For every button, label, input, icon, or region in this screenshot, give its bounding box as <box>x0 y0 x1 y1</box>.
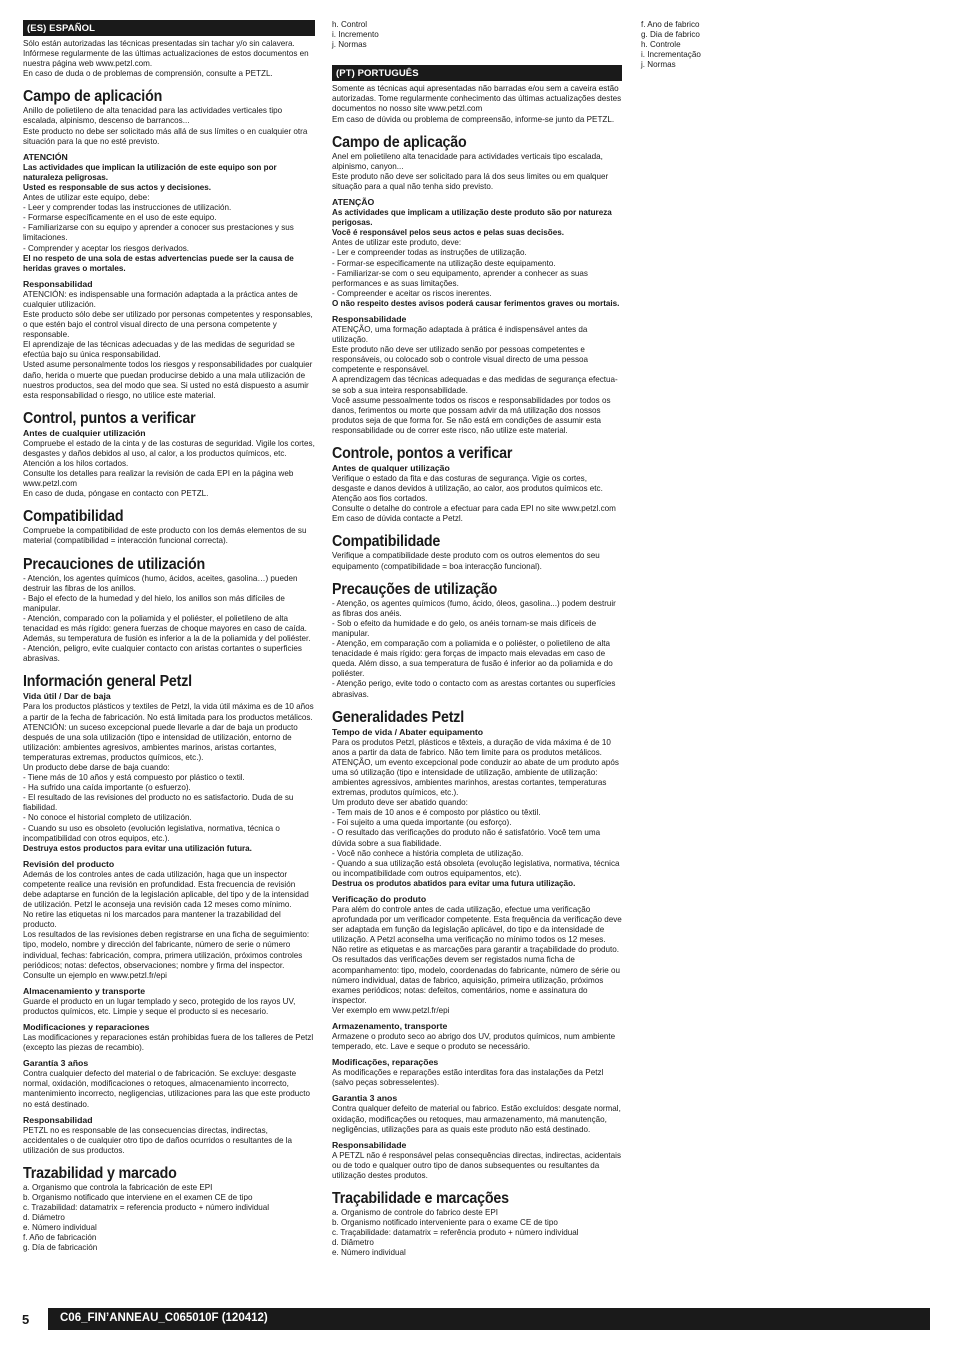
paragraph: ATENCIÓN: es indispensable una formación adaptada a la práctica antes de cualquier utilización. <box>23 289 298 309</box>
list-item: c. Trazabilidad: datamatrix = referencia producto + número individual <box>23 1203 270 1213</box>
paragraph: Un producto debe darse de baja cuando: <box>23 762 170 772</box>
list-item: - El resultado de las revisiones del producto no es satisfactorio. Duda de su fiabilidad. <box>23 793 294 813</box>
section-title-general: Información general Petzl <box>23 673 192 691</box>
subsection-title-responsabilidad: Responsabilidad <box>23 278 93 289</box>
list-item: j. Normas <box>641 60 676 70</box>
list-item: d. Diámetro <box>23 1213 65 1223</box>
column-es <box>23 20 315 1254</box>
paragraph: A PETZL não é responsável pelas consequências directas, indirectas, acidentais ou de todo e qualquer outro tipo de danos subsequentes ou resultantes da utilização destes produtos. <box>332 1150 621 1180</box>
list-item: - Compreender e aceitar os riscos inerentes. <box>332 288 492 298</box>
list-item: h. Controle <box>641 40 681 50</box>
subsection-title-garantia: Garantía 3 años <box>23 1058 89 1069</box>
subsection-title-responsabilidade: Responsabilidade <box>332 313 407 324</box>
paragraph: Antes de utilizar este equipo, debe: <box>23 193 150 203</box>
language-header-pt: (PT) PORTUGUÊS <box>332 65 622 81</box>
list-item: - O resultado das verificações do produto não é satisfatório. Você tem uma dúvida sobre a sua fiabilidade. <box>332 828 601 848</box>
section-title-campo: Campo de aplicación <box>23 88 163 106</box>
list-item: h. Control <box>332 20 368 29</box>
paragraph: ATENÇÃO, um evento excepcional pode conduzir ao abate de um produto após uma só utilização (tipo e intensidade de utilização, ambiente de utilização: ambientes agressivos, ambientes marinhos, arestas cortantes, temperaturas extremas, produtos químicos, etc.). <box>332 757 619 798</box>
paragraph: Compruebe el estado de la cinta y de las costuras de seguridad. Vigile los cortes, desgastes y daños debidos al uso, al calor, a los productos químicos, etc. Atención a los hilos cortados. <box>23 438 315 468</box>
paragraph: Guarde el producto en un lugar templado y seco, protegido de los rayos UV, productos químicos, etc. Limpie y seque el producto si es necesario. <box>23 996 296 1016</box>
subsection-title-responsabilidad: Responsabilidad <box>23 1114 93 1125</box>
warning-text: As actividades que implicam a utilização deste produto são por natureza perigosas. <box>332 208 612 228</box>
paragraph: Você assume pessoalmente todos os riscos e responsabilidades por todos os danos, ferimentos ou morte que possam advir da má utilização dos nossos produtos seja de que forma for. Se não está em condições de assumir esta responsabilidade ou de correr este risco, não utilize este material. <box>332 395 611 435</box>
warning-text: Las actividades que implican la utilización de este equipo son por naturaleza peligrosas. <box>23 162 277 182</box>
list-item: e. Número individual <box>332 1248 406 1258</box>
section-title-generalidades: Generalidades Petzl <box>332 708 465 726</box>
list-item: - Ler e compreender todas as instruções de utilização. <box>332 248 527 258</box>
paragraph: Las modificaciones y reparaciones están prohibidas fuera de los talleres de Petzl (excepto las piezas de recambio). <box>23 1033 314 1053</box>
list-item: g. Dia de fabrico <box>641 30 700 40</box>
footer-bar <box>48 1308 930 1330</box>
list-item: g. Día de fabricación <box>23 1243 98 1253</box>
paragraph: Este produto não deve ser solicitado para lá dos seus limites ou em qualquer situação para a qual não tenha sido previsto. <box>332 171 609 191</box>
warning-text: Você é responsável pelos seus actos e pelas suas decisões. <box>332 228 564 238</box>
subsection-title-revision: Revisión del producto <box>23 858 115 869</box>
paragraph: Antes de utilizar este produto, deve: <box>332 238 462 248</box>
list-item: - Atenção, os agentes químicos (fumo, ácido, óleos, gasolina...) podem destruir as fibras dos anéis. <box>332 598 616 618</box>
paragraph: Ver exemplo em www.petzl.fr/epi <box>332 1005 450 1015</box>
section-title-controle: Controle, pontos a verificar <box>332 445 513 462</box>
paragraph: Contra cualquier defecto del material o de fabricación. Se excluye: desgaste normal, oxidación, modificaciones o retoques, almacenamiento incorrecto, mantenimiento incorrecto, negligencias, utilizaciones para las que este producto no está destinado. <box>23 1069 311 1109</box>
paragraph: Anel em polietileno alta tenacidade para actividades verticais tipo escalada, alpinismo, canyon... <box>332 151 603 171</box>
section-title-control: Control, puntos a verificar <box>23 409 196 427</box>
subsection-title: Antes de qualquer utilização <box>332 463 450 473</box>
subsection-title-atencao: ATENÇÃO <box>332 197 375 208</box>
paragraph: Consulte un ejemplo en www.petzl.fr/epi <box>23 970 167 980</box>
list-item: - Tiene más de 10 años y está compuesto por plástico o textil. <box>23 773 245 783</box>
list-item: - Formar-se especificamente na utilização deste equipamento. <box>332 258 556 268</box>
page-number: 5 <box>22 1312 30 1327</box>
subsection-title: Antes de cualquier utilización <box>23 427 146 438</box>
paragraph: Consulte o detalhe do controle a efectuar para cada EPI no site www.petzl.com <box>332 504 616 514</box>
paragraph: Para além do controle antes de cada utilização, efectue uma verificação aprofundada por um verificador competente. Esta frequência da verificação deve ser adaptada em função da legislação aplicável, do tipo e da intensidade de utilização. A Petzl aconselha uma verificação no mínimo todos os 12 meses. <box>332 905 622 945</box>
paragraph: ATENCIÓN: un suceso excepcional puede llevarle a dar de baja un producto después de una sola utilización (tipo e intensidad de utilización, entorno de utilización: ambientes agresivos, ambientes marinos, aristas cortantes, temperaturas extremas, productos químicos, etc.). <box>23 722 298 762</box>
list-item: - Quando a sua utilização está obsoleta (evolução legislativa, normativa, técnica ou incompatibilidade com outros equipamentos, etc). <box>332 858 620 878</box>
column-pt-continued <box>641 20 801 70</box>
list-item: - Sob o efeito da humidade e do gelo, os anéis tornam-se mais difíceis de manipular. <box>332 618 597 638</box>
section-title-precauciones: Precauciones de utilización <box>23 555 206 573</box>
subsection-title-armazenamento: Armazenamento, transporte <box>332 1021 448 1032</box>
paragraph: ATENÇÃO, uma formação adaptada à prática é indispensável antes da utilização. <box>332 324 588 345</box>
list-item: i. Incremento <box>332 30 379 40</box>
intro-line: Sólo están autorizadas las técnicas presentadas sin tachar y/o sin calavera. <box>23 39 295 48</box>
intro-line: En caso de duda o de problemas de comprensión, consulte a PETZL. <box>23 69 273 79</box>
paragraph: Verifique a compatibilidade deste produto com os outros elementos do seu equipamento (compatibilidade = boa interacção funcional). <box>332 551 600 571</box>
paragraph: Um produto deve ser abatido quando: <box>332 798 468 808</box>
list-item: c. Traçabilidade: datamatrix = referência produto + número individual <box>332 1228 579 1238</box>
paragraph: Verifique o estado da fita e das costuras de segurança. Vigie os cortes, desgaste e danos devidos à utilização, ao calor, aos produtos químicos etc. Atenção aos fios cortados. <box>332 474 603 504</box>
section-title-campo: Campo de aplicação <box>332 133 467 151</box>
subsection-title-garantia: Garantia 3 anos <box>332 1093 398 1104</box>
subsection-title-almacenamiento: Almacenamiento y transporte <box>23 985 146 996</box>
column-pt <box>332 20 622 1258</box>
paragraph: Consulte los detalles para realizar la revisión de cada EPI en la página web www.petzl.com <box>23 469 294 489</box>
paragraph: Además de los controles antes de cada utilización, haga que un inspector competente realice una revisión en profundidad. Esta frecuencia de revisión debe adaptarse en función de la legislación aplicable, del tipo y de la intensidad de utilización. Petzl le aconseja una revisión cada 12 meses como mínimo. <box>23 869 309 910</box>
subsection-title-verificacao: Verificação do produto <box>332 894 427 904</box>
list-item: - Atenção, em comparação com a poliamida e o poliéster, o polietileno de alta tenacidade é mais rígido: gera forças de impacto mais elevadas em caso de queda. Além disso, a sua temperatura de fusão é inferior ao da poliamida e do poliéster. <box>332 639 613 679</box>
list-item: a. Organismo de controle do fabrico deste EPI <box>332 1207 499 1217</box>
intro-line: Em caso de dúvida ou problema de compreensão, informe-se junto da PETZL. <box>332 114 615 124</box>
list-item: - Familiarizarse con su equipo y aprender a conocer sus prestaciones y sus limitaciones. <box>23 223 294 243</box>
paragraph: Este producto sólo debe ser utilizado por personas competentes y responsables, o que estén bajo el control visual directo de una persona competente y responsable. <box>23 309 313 340</box>
list-item: - Formarse específicamente en el uso de este equipo. <box>23 213 217 223</box>
list-item: - Bajo el efecto de la humedad y del hielo, los anillos son más difíciles de manipular. <box>23 593 285 613</box>
list-item: f. Año de fabricación <box>23 1233 97 1243</box>
paragraph: Para os produtos Petzl, plásticos e têxteis, a duração de vida máxima é de 10 anos a partir da data de fabrico. Não tem limite para os produtos metálicos. <box>332 737 611 757</box>
paragraph: Armazene o produto seco ao abrigo dos UV, produtos químicos, num ambiente temperado, etc. Lave e seque o produto se necessário. <box>332 1032 616 1052</box>
section-title-compatibilidad: Compatibilidad <box>23 508 124 526</box>
list-item: - Ha sufrido una caída importante (o esfuerzo). <box>23 783 191 793</box>
paragraph: Contra qualquer defeito de material ou fabrico. Estão excluídos: desgate normal, oxidação, modificações ou retoques, mau armazenamento, má manutenção, negligências, utilizações para as quais este produto não está destinado. <box>332 1104 621 1134</box>
intro-line: Somente as técnicas aqui apresentadas não barradas e/ou sem a caveira estão autorizadas. Tome regularmente conhecimento das últimas actualizações destes documentos no nosso site www.petzl.com <box>332 84 622 114</box>
warning-text: El no respeto de una sola de estas advertencias puede ser la causa de heridas graves o mortales. <box>23 253 294 273</box>
paragraph: El aprendizaje de las técnicas adecuadas y de las medidas de seguridad se efectúa bajo su única responsabilidad. <box>23 340 295 360</box>
paragraph: Compruebe la compatibilidad de este producto con los demás elementos de su material (compatibilidad = interacción funcional correcta). <box>23 526 307 546</box>
list-item: a. Organismo que controla la fabricación de este EPI <box>23 1182 213 1192</box>
list-item: b. Organismo notificado que interviene en el examen CE de tipo <box>23 1192 253 1202</box>
section-title-compatibilidade: Compatibilidade <box>332 533 441 551</box>
subsection-title-modificaciones: Modificaciones y reparaciones <box>23 1022 150 1033</box>
paragraph: Os resultados das verificações devem ser registados numa ficha de acompanhamento: tipo, modelo, coordenadas do fabricante, número de série ou número individual, datas de fabrico, aquisição, primeira utilização, próximos exames periódicos; notas: defeitos, comentários, nome e assinatura do inspector. <box>332 955 620 1005</box>
list-item: - Tem mais de 10 anos e é composto por plástico ou têxtil. <box>332 808 541 818</box>
list-item: - Familiarizar-se com o seu equipamento, aprender a conhecer as suas performances e as suas limitações. <box>332 268 588 288</box>
intro-line: Infórmese regularmente de las últimas actualizaciones de estos documentos en nuestra página web www.petzl.com. <box>23 49 309 69</box>
subsection-title-responsabilidade: Responsabilidade <box>332 1139 407 1150</box>
section-title-trazabilidad: Trazabilidad y marcado <box>23 1164 177 1182</box>
subsection-title-modificacoes: Modificações, reparações <box>332 1057 439 1068</box>
list-item: - Atenção perigo, evite todo o contacto com as arestas cortantes ou superfícies abrasivas. <box>332 679 616 699</box>
paragraph: Este produto não deve ser utilizado senão por pessoas competentes e responsáveis, ou colocado sob o controle visual directo de uma pessoa competente e responsável. <box>332 345 589 375</box>
paragraph: Em caso de dúvida contacte a Petzl. <box>332 514 463 524</box>
list-item: e. Número individual <box>23 1223 97 1233</box>
list-item: - Comprender y aceptar los riesgos derivados. <box>23 243 189 253</box>
language-header-es: (ES) ESPAÑOL <box>23 20 315 36</box>
list-item: b. Organismo notificado interveniente para o exame CE de tipo <box>332 1218 558 1228</box>
paragraph: Este producto no debe ser solicitado más allá de sus límites o en cualquier otra situación para la que no esté previsto. <box>23 126 308 146</box>
subsection-title-atencion: ATENCIÓN <box>23 151 68 162</box>
list-item: d. Diâmetro <box>332 1238 374 1248</box>
list-item: - No conoce el historial completo de utilización. <box>23 813 192 823</box>
paragraph: A aprendizagem das técnicas adequadas e das medidas de segurança efectua-se sob a sua inteira responsabilidade. <box>332 375 618 395</box>
list-item: - Cuando su uso es obsoleto (evolución legislativa, normativa, técnica o incompatibilidad con otros equipos, etc.). <box>23 823 280 843</box>
paragraph: No retire las etiquetas ni los marcados para mantener la trazabilidad del producto. <box>23 910 281 930</box>
list-item: - Foi sujeito a uma queda importante (ou esforço). <box>332 818 512 828</box>
paragraph: Los resultados de las revisiones deben registrarse en una ficha de seguimiento: tipo, modelo, nombre y dirección del fabricante, número de serie o número individual, fechas: fabricación, compra, primera utilización, próximos controles periódicos; notas: defectos, observaciones; nombre y firma del inspector. <box>23 930 310 970</box>
list-item: - Atención, peligro, evite cualquier contacto con aristas cortantes o superficies abrasivas. <box>23 644 302 664</box>
paragraph: Usted asume personalmente todos los riesgos y responsabilidades por cualquier daño, herida o muerte que puedan producirse debido a una mala utilización de nuestros productos, sea del modo que sea. Si usted no está dispuesto a asumir esta responsabilidad o riesgo, no utilice este material. <box>23 360 313 400</box>
paragraph: As modificações e reparações estão interditas fora das instalações da Petzl (salvo peças sobresselentes). <box>332 1068 604 1088</box>
paragraph: Anillo de polietileno de alta tenacidad para las actividades verticales tipo escalada, alpinismo, descenso de barrancos... <box>23 106 283 126</box>
warning-text: Destruya estos productos para evitar una utilización futura. <box>23 843 252 853</box>
list-item: - Você não conhece a história completa de utilização. <box>332 848 524 858</box>
list-item: - Leer y comprender todas las instrucciones de utilización. <box>23 203 232 213</box>
document-code: C06_FIN’ANNEAU_C065010F (120412) <box>60 1312 268 1324</box>
subsection-title-vida: Tempo de vida / Abater equipamento <box>332 726 484 737</box>
list-item: i. Incrementação <box>641 50 701 60</box>
section-title-tracabilidade: Traçabilidade e marcações <box>332 1189 509 1207</box>
paragraph: Não retire as etiquetas e as marcações para garantir a traçabilidade do produto. <box>332 945 620 955</box>
warning-text: Usted es responsable de sus actos y decisiones. <box>23 182 212 192</box>
warning-text: O não respeito destes avisos poderá causar ferimentos graves ou mortais. <box>332 298 620 308</box>
subsection-title-vida: Vida útil / Dar de baja <box>23 691 111 702</box>
list-item: - Atención, los agentes químicos (humo, ácidos, aceites, gasolina…) pueden destruir las fibras de los anillos. <box>23 573 298 593</box>
list-item: f. Ano de fabrico <box>641 20 700 29</box>
paragraph: Para los productos plásticos y textiles de Petzl, la vida útil máxima es de 10 años a partir de la fecha de fabricación. No está limitada para los productos metálicos. <box>23 702 314 722</box>
warning-text: Destrua os produtos abatidos para evitar uma futura utilização. <box>332 878 576 888</box>
paragraph: PETZL no es responsable de las consecuencias directas, indirectas, accidentales o de cualquier otro tipo de daños ocurridos o resultantes de la utilización de sus productos. <box>23 1125 293 1155</box>
list-item: - Atención, comparado con la poliamida y el poliéster, el polietileno de alta tenacidad es más rígido: genera fuerzas de choque mayores en caso de caída. Además, su temperatura de fusión es inferior a la de la poliamida y del poliéster. <box>23 613 311 644</box>
section-title-precaucoes: Precauções de utilização <box>332 580 498 598</box>
list-item: j. Normas <box>332 40 367 50</box>
paragraph: En caso de duda, póngase en contacto con PETZL. <box>23 489 209 499</box>
